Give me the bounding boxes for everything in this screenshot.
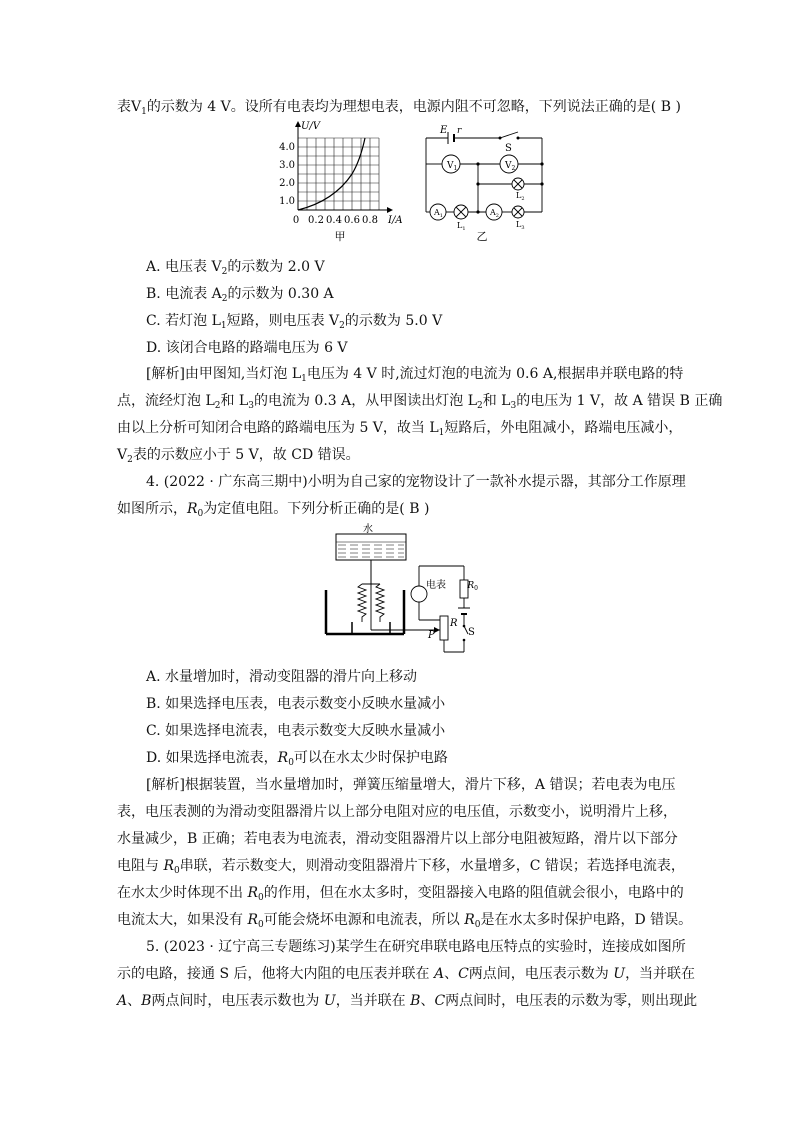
q3-analysis-line: 由以上分析可知闭合电路的路端电压为 5 V，故当 $L_1$短路后，外电阻减小，路端电压减小， — [117, 420, 683, 438]
q3-option-d: D. 该闭合电路的路端电压为 6 V — [146, 340, 348, 356]
label-S: S — [468, 627, 475, 638]
q5-stem-line: 5. (2023 · 辽宁高三专题练习)某学生在研究串联电路电压特点的实验时，连接成如图所 — [146, 939, 686, 955]
label-r: r — [457, 126, 462, 136]
label-A2: $A_2$ — [490, 208, 499, 219]
label-A1: $A_1$ — [434, 208, 443, 219]
q4-analysis-line: 电阻与 $R_0$串联，若示数变大，则滑动变阻器滑片下移，水量增多，C 错误；若选择电流表， — [117, 858, 685, 876]
spring-left-icon — [358, 584, 366, 622]
switch-contact — [463, 639, 466, 642]
water-label: 水 — [363, 524, 373, 535]
x-tick: 0.4 — [326, 215, 342, 226]
q3-graph-jia — [270, 118, 420, 244]
x-tick: 0.8 — [362, 215, 378, 226]
meter-label: 电表 — [426, 580, 446, 591]
switch-contact — [517, 137, 520, 140]
x-tick: 0.2 — [308, 215, 324, 226]
label-R: R — [450, 618, 458, 629]
q3-analysis-line: $V_2$表的示数应小于 5 V，故 CD 错误。 — [117, 447, 360, 465]
y-axis-label: U/V — [301, 121, 321, 132]
slider-arrow — [434, 627, 440, 633]
q4-stem-line: 4. (2022 · 广东高三期中)小明为自己家的宠物设计了一款补水提示器，其部分工作原理 — [146, 474, 686, 490]
x-axis-arrow — [387, 207, 393, 213]
lamp-l3-icon — [512, 206, 524, 218]
y-tick: 1.0 — [279, 196, 295, 207]
label-S: S — [505, 143, 512, 154]
q4-option-c: C. 如果选择电流表，电表示数变大反映水量减小 — [146, 723, 446, 739]
q4-analysis-line: 电流太大，如果没有 $R_0$可能会烧坏电源和电流表，所以 $R_0$是在水太多时保护电路，D 错误。 — [117, 912, 693, 930]
q3-circuit-yi — [420, 124, 550, 244]
q5-stem-line: A、B两点间时，电压表示数也为 U，当并联在 B、C两点间时，电压表的示数为零，则出现此 — [117, 993, 698, 1009]
q3-option-a: A. 电压表 $V_2$的示数为 2.0 V — [146, 259, 325, 277]
x-tick: 0 — [292, 215, 300, 226]
circuit-caption: 乙 — [476, 230, 488, 243]
label-L3: $L_3$ — [516, 220, 525, 231]
q4-option-a: A. 水量增加时，滑动变阻器的滑片向上移动 — [146, 669, 418, 685]
q4-figure-water-reminder — [322, 522, 478, 658]
label-P: P — [428, 630, 435, 641]
label-V2: $V_2$ — [505, 161, 516, 172]
q4-stem-line: 如图所示，$R_0$为定值电阻。下列分析正确的是( B ) — [117, 501, 430, 519]
rheostat-r-icon — [440, 616, 448, 640]
graph-grid — [298, 138, 379, 210]
q4-analysis-line: 在水太少时体现不出 $R_0$的作用，但在水太多时，变阻器接入电路的阻值就会很小，电路中的 — [117, 885, 684, 903]
y-tick: 2.0 — [279, 178, 295, 189]
q4-analysis-line: 水量减少，B 正确；若电表为电流表，滑动变阻器滑片以上部分电阻被短路，滑片以下部分 — [117, 831, 678, 847]
q3-analysis-line: 点，流经灯泡 $L_2$和 $L_3$的电流为 0.3 A，从甲图读出灯泡 $L_2$和 $L_3$的电压为 1 V，故 A 错误 B 正确 — [117, 393, 723, 411]
switch-contact — [499, 137, 502, 140]
q3-analysis-line: [解析]由甲图知,当灯泡 $L_1$电压为 4 V 时,流过灯泡的电流为 0.6 A,根据串并联电路的特 — [146, 366, 684, 384]
q4-analysis-line: [解析]根据装置，当水量增加时，弹簧压缩量增大，滑片下移，A 错误；若电表为电压 — [146, 777, 676, 793]
q4-option-b: B. 如果选择电压表，电表示数变小反映水量减小 — [146, 696, 446, 712]
y-tick: 4.0 — [279, 142, 295, 153]
spring-right-icon — [376, 584, 384, 622]
x-axis-label: I/A — [388, 215, 403, 226]
lamp-l2-icon — [512, 178, 524, 190]
q3-intro: 表$V_1$的示数为 4 V。设所有电表均为理想电表，电源内阻不可忽略，下列说法正确的是( B ) — [117, 99, 681, 117]
x-tick: 0.6 — [344, 215, 360, 226]
label-R0: $R_0$ — [467, 581, 478, 592]
lamp-l1-icon — [454, 205, 468, 219]
label-V1: $V_1$ — [447, 161, 458, 172]
meter-icon — [411, 586, 427, 602]
y-tick: 3.0 — [279, 160, 295, 171]
label-E: E — [440, 125, 448, 136]
q3-option-b: B. 电流表 $A_2$的示数为 0.30 A — [146, 286, 334, 304]
q5-stem-line: 示的电路，接通 S 后，他将大内阻的电压表并联在 A、C两点间，电压表示数为 U，当并联在 — [117, 966, 696, 982]
q4-answer: B — [404, 501, 424, 517]
q4-option-d: D. 如果选择电流表，$R_0$可以在水太少时保护电路 — [146, 750, 448, 768]
switch-contact — [463, 625, 466, 628]
water-tank — [336, 534, 406, 560]
label-L1: $L_1$ — [457, 221, 466, 232]
q4-analysis-line: 表，电压表测的为滑动变阻器滑片以上部分电阻对应的电压值，示数变小，说明滑片上移， — [117, 804, 677, 820]
graph-caption: 甲 — [334, 230, 346, 243]
q3-answer: B — [656, 99, 676, 115]
q3-option-c: C. 若灯泡 $L_1$短路，则电压表 $V_2$的示数为 5.0 V — [146, 313, 443, 331]
label-L2: $L_2$ — [516, 191, 525, 202]
